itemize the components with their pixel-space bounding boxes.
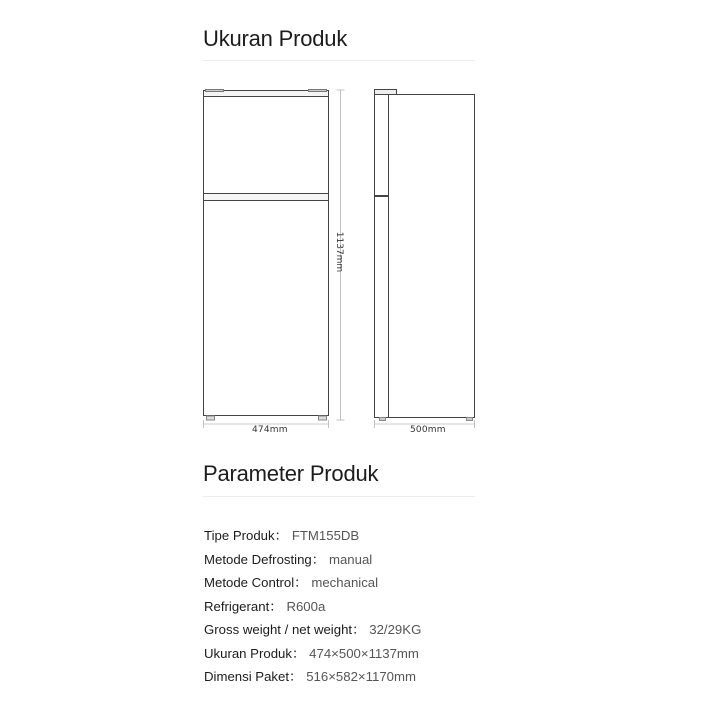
spec-row-refrigerant xyxy=(204,596,421,620)
spec-value: R600a xyxy=(286,598,326,614)
spec-label: Gross weight / net weight： xyxy=(204,622,366,637)
spec-row-control xyxy=(204,572,421,596)
spec-value: 474×500×1137mm xyxy=(309,645,419,661)
spec-label: Metode Control： xyxy=(204,575,308,590)
spec-value: 516×582×1170mm xyxy=(306,669,416,684)
depth-dimension-label: 500mm xyxy=(410,425,446,435)
width-dimension-label: 474mm xyxy=(252,425,288,435)
spec-list xyxy=(204,525,421,690)
spec-row-size xyxy=(204,643,421,667)
spec-label: Metode Defrosting： xyxy=(204,551,325,567)
spec-label: Ukuran Produk： xyxy=(204,645,306,661)
spec-row-type xyxy=(204,525,421,549)
section-title-size: Ukuran Produk xyxy=(203,26,348,51)
spec-value: mechanical xyxy=(311,575,379,590)
spec-label: Dimensi Paket： xyxy=(204,669,303,684)
divider xyxy=(203,496,475,497)
spec-value: FTM155DB xyxy=(291,528,360,543)
spec-value: manual xyxy=(328,551,373,567)
section-title-parameters: Parameter Produk xyxy=(203,461,379,486)
fridge-side-view xyxy=(375,90,475,421)
spec-row-defrost xyxy=(204,549,421,573)
spec-row-package xyxy=(204,666,421,690)
fridge-front-view xyxy=(204,90,329,421)
spec-label: Refrigerant： xyxy=(204,598,283,614)
spec-row-weight xyxy=(204,619,421,643)
spec-value: 32/29KG xyxy=(369,622,422,637)
height-dimension-label: 1137mm xyxy=(334,231,344,273)
spec-label: Tipe Produk： xyxy=(204,528,288,543)
